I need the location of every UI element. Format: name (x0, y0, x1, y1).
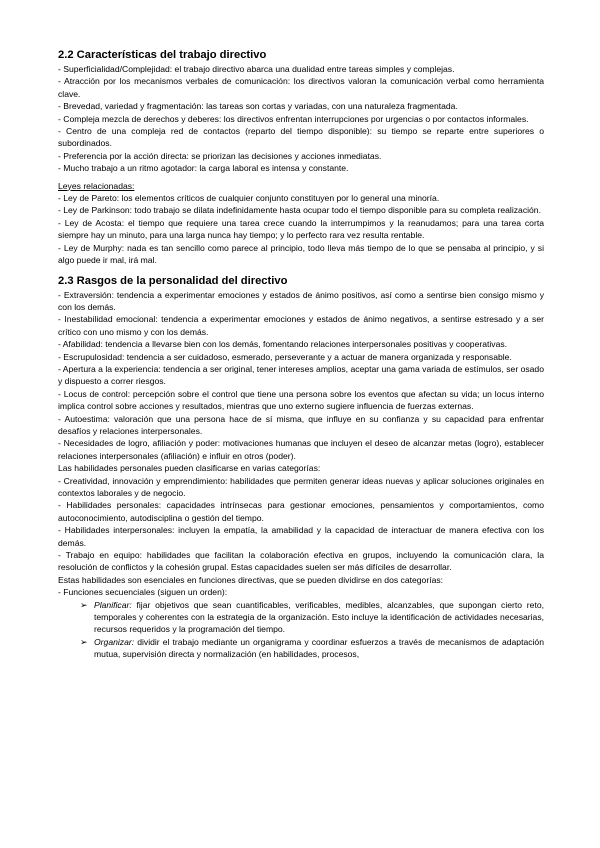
section-2-2-title: 2.2 Características del trabajo directivo (58, 49, 267, 61)
bullet-term: Planificar: (94, 599, 132, 610)
s22-item-6: - Preferencia por la acción directa: se priorizan las decisiones y acciones inmediatas. (58, 150, 382, 161)
s23-item-5: - Apertura a la experiencia: tendencia a ser original, tener intereses amplios, aceptar una gama variada de estímulos, ser osado y dispuesto a correr riesgos. (58, 363, 544, 387)
section-2-3-title: 2.3 Rasgos de la personalidad del directivo (58, 274, 288, 287)
functions-sequential: - Funciones secuenciales (siguen un orden): (58, 587, 228, 598)
s22-item-5: - Centro de una compleja red de contactos (reparto del tiempo disponible): su tiempo se reparte entre superiores o subordinados. (58, 126, 544, 149)
law-acosta: - Ley de Acosta: el tiempo que requiere una tarea crece cuando la interrumpimos y la reanudamos; para una tarea corta siempre hay un minuto, para una larga nunca hay tiempo; y lo perfecto rara vez resulta rentable. (58, 217, 544, 241)
s23-item-6: - Locus de control: percepción sobre el control que tiene una persona sobre los eventos que afectan su vida; un locus interno implica control sobre acciones y resultados, mientras que uno externo sugiere influencia de fuerzas externas. (58, 388, 544, 412)
arrow-bullet-icon: ➢ (80, 599, 88, 610)
s22-item-1: - Superficialidad/Complejidad: el trabajo directivo abarca una dualidad entre tareas simples y complejas. (58, 64, 455, 74)
skill-3: - Habilidades interpersonales: incluyen la empatía, la amabilidad y la capacidad de interactuar de manera efectiva con los demás. (58, 525, 544, 548)
s23-item-2: - Inestabilidad emocional: tendencia a experimentar emociones y estados de ánimo negativos, a sentirse estresado y a ser crítico con uno mismo y con los demás. (58, 314, 544, 337)
skill-2: - Habilidades personales: capacidades intrínsecas para gestionar emociones, pensamientos y comportamientos, como autoconocimiento, autodisciplina o gestión del tiempo. (58, 500, 544, 523)
s23-item-4: - Escrupulosidad: tendencia a ser cuidadoso, esmerado, perseverante y a actuar de manera organizada y responsable. (58, 351, 512, 362)
skills-intro: Las habilidades personales pueden clasificarse en varias categorías: (58, 463, 321, 474)
bullet-text: dividir el trabajo mediante un organigrama y coordinar esfuerzos a través de mecanismos de adaptación mutua, supervisión directa y normalización (en habilidades, procesos, (94, 636, 544, 660)
s22-item-7: - Mucho trabajo a un ritmo agotador: la carga laboral es intensa y constante. (58, 163, 349, 174)
s23-item-3: - Afabilidad: tendencia a llevarse bien con los demás, fomentando relaciones interpersonales positivas y cooperativas. (58, 339, 508, 350)
bullet-text: fijar objetivos que sean cuantificables, verificables, medibles, alcanzables, que supongan cierto reto, temporales y coherentes con la estrategia de la organización. Esto incluye la identificación de actividades necesarias, recursos requeridos y la programación del tiempo. (94, 599, 544, 635)
skill-1: - Creatividad, innovación y emprendimiento: habilidades que permiten generar ideas nuevas y aplicar soluciones originales en contextos laborales y de negocio. (58, 475, 544, 498)
s23-item-7: - Autoestima: valoración que una persona hace de sí misma, que influye en su confianza y su capacidad para enfrentar desafíos y relaciones interpersonales. (58, 413, 544, 436)
s23-item-1: - Extraversión: tendencia a experimentar emociones y estados de ánimo positivos, así como a sentirse bien consigo mismo y con los demás. (58, 289, 544, 312)
function-bullet-list (58, 599, 544, 661)
arrow-bullet-icon: ➢ (80, 636, 88, 647)
laws-heading: Leyes relacionadas: (58, 180, 135, 191)
s22-item-4: - Compleja mezcla de derechos y deberes: los directivos enfrentan interrupciones por urgencias o por contactos informales. (58, 113, 529, 124)
functions-intro: Estas habilidades son esenciales en funciones directivas, que se pueden dividirse en dos categorías: (58, 574, 444, 585)
s22-item-3: - Brevedad, variedad y fragmentación: las tareas son cortas y variadas, con una naturaleza fragmentada. (58, 101, 458, 112)
bullet-term: Organizar: (94, 636, 135, 647)
law-murphy: - Ley de Murphy: nada es tan sencillo como parece al principio, todo lleva más tiempo de lo que se pensaba al principio, y si algo puede ir mal, irá mal. (58, 242, 544, 266)
bullet-organizar (82, 636, 544, 661)
law-parkinson: - Ley de Parkinson: todo trabajo se dilata indefinidamente hasta ocupar todo el tiempo disponible para su completa realización. (58, 205, 541, 216)
s23-item-8: - Necesidades de logro, afiliación y poder: motivaciones humanas que incluyen el deseo de alcanzar metas (logro), establecer relaciones interpersonales (afiliación) e influir en otros (poder). (58, 438, 544, 461)
skill-4: - Trabajo en equipo: habilidades que facilitan la colaboración efectiva en grupos, incluyendo la comunicación clara, la resolución de conflictos y la cohesión grupal. Estas capacidades suelen ser más difíciles de desarrollar. (58, 550, 544, 573)
bullet-planificar (82, 599, 544, 636)
law-pareto: - Ley de Pareto: los elementos críticos de cualquier conjunto constituyen por lo general una minoría. (58, 193, 440, 204)
s22-item-2: - Atracción por los mecanismos verbales de comunicación: los directivos valoran la comunicación verbal como herramienta clave. (58, 76, 544, 99)
